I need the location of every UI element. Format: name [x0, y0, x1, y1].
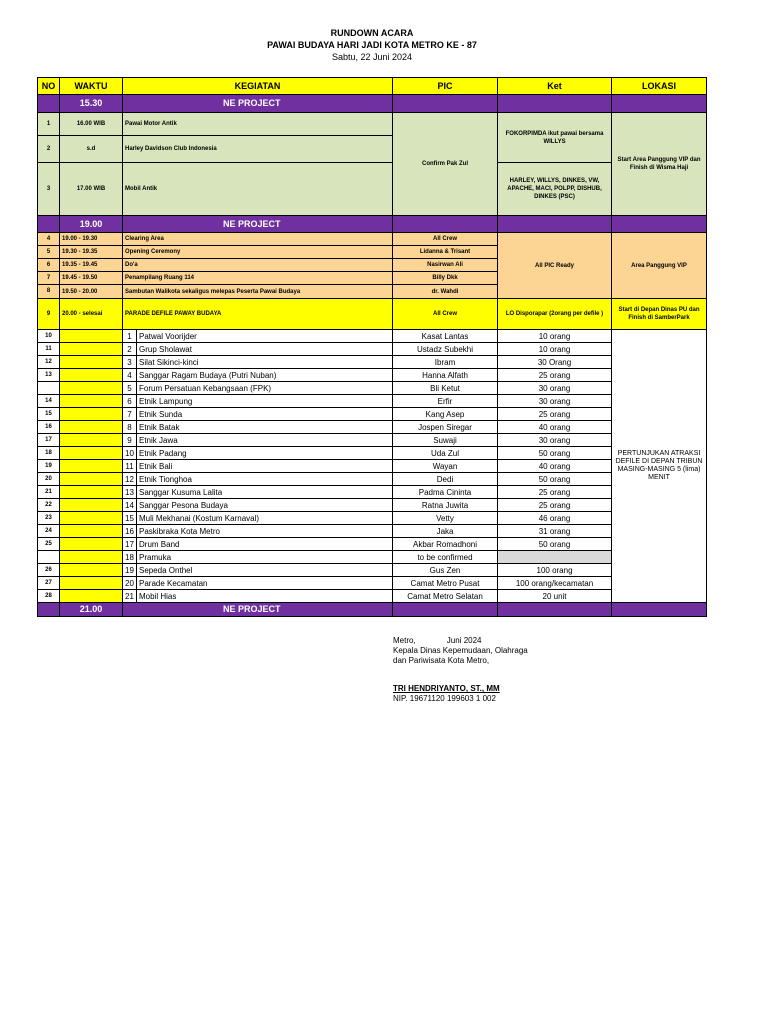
row-time [60, 499, 123, 512]
parade-item-row [38, 473, 707, 486]
col-header-pic: PIC [393, 78, 498, 95]
row-time [60, 408, 123, 421]
row-no: 4 [38, 233, 60, 246]
signatory-nip: NIP. 19671120 199603 1 002 [393, 694, 496, 703]
item-ket: 30 orang [498, 434, 612, 447]
item-ket: 30 orang [498, 382, 612, 395]
item-pic: Camat Metro Selatan [393, 590, 498, 603]
row-pic: Nasirwan Ali [393, 259, 498, 272]
item-ket: 40 orang [498, 460, 612, 473]
session-label: NE PROJECT [123, 216, 393, 233]
row-no: 13 [38, 369, 60, 382]
item-pic: Suwaji [393, 434, 498, 447]
row-time: s.d [60, 136, 123, 163]
parade-item-row [38, 460, 707, 473]
row-activity: PARADE DEFILE PAWAY BUDAYA [123, 299, 393, 330]
row-no: 16 [38, 421, 60, 434]
item-ket: 10 orang [498, 330, 612, 343]
item-number: 6 [123, 395, 137, 408]
row-time [60, 421, 123, 434]
item-ket: 20 unit [498, 590, 612, 603]
row-time: 16.00 WIB [60, 113, 123, 136]
item-name: Parade Kecamatan [137, 577, 393, 590]
item-name: Etnik Jawa [137, 434, 393, 447]
row-no: 17 [38, 434, 60, 447]
row-no: 2 [38, 136, 60, 163]
item-pic: Hanna Alfath [393, 369, 498, 382]
row-lokasi: Start Area Panggung VIP dan Finish di Wisma Haji [612, 113, 707, 216]
row-time: 17.00 WIB [60, 163, 123, 216]
row-time: 20.00 - selesai [60, 299, 123, 330]
item-ket: 50 orang [498, 447, 612, 460]
item-pic: Kasat Lantas [393, 330, 498, 343]
item-name: Forum Persatuan Kebangsaan (FPK) [137, 382, 393, 395]
row-time: 19.45 - 19.50 [60, 272, 123, 285]
row-ket: All PIC Ready [498, 233, 612, 299]
row-activity: Penampilang Ruang 114 [123, 272, 393, 285]
item-ket: 25 orang [498, 486, 612, 499]
table-row [38, 233, 707, 246]
parade-item-row [38, 382, 707, 395]
item-number: 11 [123, 460, 137, 473]
row-activity: Opening Ceremony [123, 246, 393, 259]
item-pic: Wayan [393, 460, 498, 473]
item-name: Etnik Sunda [137, 408, 393, 421]
parade-item-row [38, 551, 707, 564]
session-label: NE PROJECT [123, 95, 393, 113]
row-no [38, 382, 60, 395]
item-number: 10 [123, 447, 137, 460]
item-name: Muli Mekhanai (Kostum Karnaval) [137, 512, 393, 525]
row-time [60, 447, 123, 460]
item-pic: Jospen Siregar [393, 421, 498, 434]
col-header-lokasi: LOKASI [612, 78, 707, 95]
item-name: Etnik Bali [137, 460, 393, 473]
item-pic: to be confirmed [393, 551, 498, 564]
item-pic: Padma Cininta [393, 486, 498, 499]
item-number: 2 [123, 343, 137, 356]
parade-item-row [38, 499, 707, 512]
col-header-waktu: WAKTU [60, 78, 123, 95]
row-time [60, 343, 123, 356]
item-name: Etnik Lampung [137, 395, 393, 408]
item-ket: 46 orang [498, 512, 612, 525]
item-name: Sepeda Onthel [137, 564, 393, 577]
row-no: 23 [38, 512, 60, 525]
row-time [60, 434, 123, 447]
item-number: 14 [123, 499, 137, 512]
item-pic: Ibram [393, 356, 498, 369]
table-row [38, 163, 707, 216]
item-name: Etnik Batak [137, 421, 393, 434]
item-name: Sanggar Pesona Budaya [137, 499, 393, 512]
row-no: 7 [38, 272, 60, 285]
row-no: 3 [38, 163, 60, 216]
doc-title: RUNDOWN ACARA [330, 28, 414, 38]
row-pic: dr. Wahdi [393, 285, 498, 299]
item-number: 16 [123, 525, 137, 538]
item-name: Paskibraka Kota Metro [137, 525, 393, 538]
item-name: Patwal Voorijder [137, 330, 393, 343]
item-number: 12 [123, 473, 137, 486]
item-number: 4 [123, 369, 137, 382]
item-ket: 40 orang [498, 421, 612, 434]
item-number: 5 [123, 382, 137, 395]
signature-block [393, 636, 528, 704]
item-number: 13 [123, 486, 137, 499]
row-no: 15 [38, 408, 60, 421]
row-no: 5 [38, 246, 60, 259]
row-activity: Harley Davidson Club Indonesia [123, 136, 393, 163]
item-name: Etnik Padang [137, 447, 393, 460]
item-ket [498, 551, 612, 564]
parade-item-row [38, 356, 707, 369]
item-number: 18 [123, 551, 137, 564]
item-name: Grup Sholawat [137, 343, 393, 356]
row-no: 10 [38, 330, 60, 343]
parade-item-row [38, 434, 707, 447]
row-pic: All Crew [393, 299, 498, 330]
session-time: 19.00 [60, 216, 123, 233]
row-no: 25 [38, 538, 60, 551]
item-pic: Vetty [393, 512, 498, 525]
item-number: 8 [123, 421, 137, 434]
item-number: 19 [123, 564, 137, 577]
item-pic: Ustadz Subekhi [393, 343, 498, 356]
rundown-table [37, 77, 707, 617]
parade-item-row [38, 421, 707, 434]
item-ket: 100 orang [498, 564, 612, 577]
event-title: PAWAI BUDAYA HARI JADI KOTA METRO KE - 87 [267, 40, 477, 50]
parade-item-row [38, 343, 707, 356]
row-time [60, 395, 123, 408]
parade-item-row [38, 408, 707, 421]
row-activity: Do'a [123, 259, 393, 272]
parade-item-row [38, 538, 707, 551]
item-ket: 10 orang [498, 343, 612, 356]
item-ket: 30 Orang [498, 356, 612, 369]
rundown-table-body [38, 78, 707, 617]
row-no: 1 [38, 113, 60, 136]
row-time [60, 460, 123, 473]
row-time [60, 590, 123, 603]
performance-note: PERTUNJUKAN ATRAKSI DEFILE DI DEPAN TRIBUN MASING-MASING 5 (lima) MENIT [612, 330, 707, 603]
row-ket: LO Disporapar (2orang per defile ) [498, 299, 612, 330]
row-activity: Sambutan Walikota sekaligus melepas Peserta Pawai Budaya [123, 285, 393, 299]
row-no: 14 [38, 395, 60, 408]
row-no: 12 [38, 356, 60, 369]
row-lokasi: Start di Depan Dinas PU dan Finish di SamberPark [612, 299, 707, 330]
table-header-row [38, 78, 707, 95]
parade-item-row [38, 590, 707, 603]
signature-role-line2: dan Pariwisata Kota Metro, [393, 656, 490, 665]
session-time: 21.00 [60, 603, 123, 617]
session-time: 15.30 [60, 95, 123, 113]
item-pic: Kang Asep [393, 408, 498, 421]
event-date: Sabtu, 22 Juni 2024 [331, 52, 413, 62]
row-time [60, 525, 123, 538]
item-ket: 30 orang [498, 395, 612, 408]
row-activity: Clearing Area [123, 233, 393, 246]
item-pic: Camat Metro Pusat [393, 577, 498, 590]
session-bar [38, 216, 707, 233]
item-number: 7 [123, 408, 137, 421]
row-ket: FOKORPIMDA ikut pawai bersama WILLYS [498, 113, 612, 163]
row-time: 19.00 - 19.30 [60, 233, 123, 246]
item-pic: Uda Zul [393, 447, 498, 460]
item-name: Drum Band [137, 538, 393, 551]
row-time: 19.30 - 19.35 [60, 246, 123, 259]
row-no: 6 [38, 259, 60, 272]
row-no [38, 551, 60, 564]
row-no: 19 [38, 460, 60, 473]
item-pic: Gus Zen [393, 564, 498, 577]
row-time [60, 369, 123, 382]
item-number: 20 [123, 577, 137, 590]
row-time [60, 486, 123, 499]
row-activity: Mobil Antik [123, 163, 393, 216]
row-time [60, 551, 123, 564]
item-name: Pramuka [137, 551, 393, 564]
table-row [38, 113, 707, 136]
row-ket: HARLEY, WILLYS, DINKES, VW, APACHE, MACI, POLPP, DISHUB, DINKES (PSC) [498, 163, 612, 216]
item-pic: Jaka [393, 525, 498, 538]
item-pic: Ratna Juwita [393, 499, 498, 512]
item-ket: 31 orang [498, 525, 612, 538]
parade-item-row [38, 577, 707, 590]
item-name: Sanggar Kusuma Lalita [137, 486, 393, 499]
item-number: 17 [123, 538, 137, 551]
row-no: 26 [38, 564, 60, 577]
item-pic: Erfir [393, 395, 498, 408]
parade-row [38, 299, 707, 330]
row-no: 21 [38, 486, 60, 499]
session-bar [38, 603, 707, 617]
item-number: 9 [123, 434, 137, 447]
item-ket: 50 orang [498, 538, 612, 551]
parade-item-row [38, 512, 707, 525]
signature-place-date: Metro, Juni 2024 [393, 636, 482, 645]
parade-item-row [38, 395, 707, 408]
row-time [60, 330, 123, 343]
item-name: Sanggar Ragam Budaya (Putri Nuban) [137, 369, 393, 382]
parade-item-row [38, 525, 707, 538]
item-name: Etnik Tionghoa [137, 473, 393, 486]
col-header-ket: Ket [498, 78, 612, 95]
item-number: 21 [123, 590, 137, 603]
row-time: 19.35 - 19.45 [60, 259, 123, 272]
row-pic: Billy Dkk [393, 272, 498, 285]
row-time [60, 538, 123, 551]
row-pic: Lidanna & Trisant [393, 246, 498, 259]
row-no: 18 [38, 447, 60, 460]
item-number: 3 [123, 356, 137, 369]
col-header-no: NO [38, 78, 60, 95]
row-no: 11 [38, 343, 60, 356]
item-ket: 25 orang [498, 369, 612, 382]
item-ket: 25 orang [498, 499, 612, 512]
item-ket: 25 orang [498, 408, 612, 421]
col-header-kegiatan: KEGIATAN [123, 78, 393, 95]
item-name: Silat Sikinci-kinci [137, 356, 393, 369]
item-number: 1 [123, 330, 137, 343]
document-header [0, 27, 744, 63]
session-label: NE PROJECT [123, 603, 393, 617]
item-name: Mobil Hias [137, 590, 393, 603]
row-pic: Confirm Pak Zul [393, 113, 498, 216]
item-pic: Bli Ketut [393, 382, 498, 395]
row-activity: Pawai Motor Antik [123, 113, 393, 136]
item-ket: 100 orang/kecamatan [498, 577, 612, 590]
row-no: 27 [38, 577, 60, 590]
parade-item-row [38, 564, 707, 577]
parade-item-row [38, 330, 707, 343]
item-pic: Dedi [393, 473, 498, 486]
row-no: 9 [38, 299, 60, 330]
session-bar [38, 95, 707, 113]
row-no: 22 [38, 499, 60, 512]
row-pic: All Crew [393, 233, 498, 246]
row-time [60, 564, 123, 577]
row-time [60, 382, 123, 395]
signature-role-line1: Kepala Dinas Kepemudaan, Olahraga [393, 646, 528, 655]
row-time: 19.50 - 20.00 [60, 285, 123, 299]
row-time [60, 473, 123, 486]
item-number: 15 [123, 512, 137, 525]
row-time [60, 512, 123, 525]
row-time [60, 577, 123, 590]
row-no: 28 [38, 590, 60, 603]
row-no: 20 [38, 473, 60, 486]
parade-item-row [38, 447, 707, 460]
parade-item-row [38, 369, 707, 382]
row-no: 24 [38, 525, 60, 538]
item-pic: Akbar Romadhoni [393, 538, 498, 551]
row-no: 8 [38, 285, 60, 299]
signatory-name: TRI HENDRIYANTO, ST., MM [393, 684, 500, 693]
parade-item-row [38, 486, 707, 499]
item-ket: 50 orang [498, 473, 612, 486]
row-time [60, 356, 123, 369]
row-lokasi: Area Panggung VIP [612, 233, 707, 299]
